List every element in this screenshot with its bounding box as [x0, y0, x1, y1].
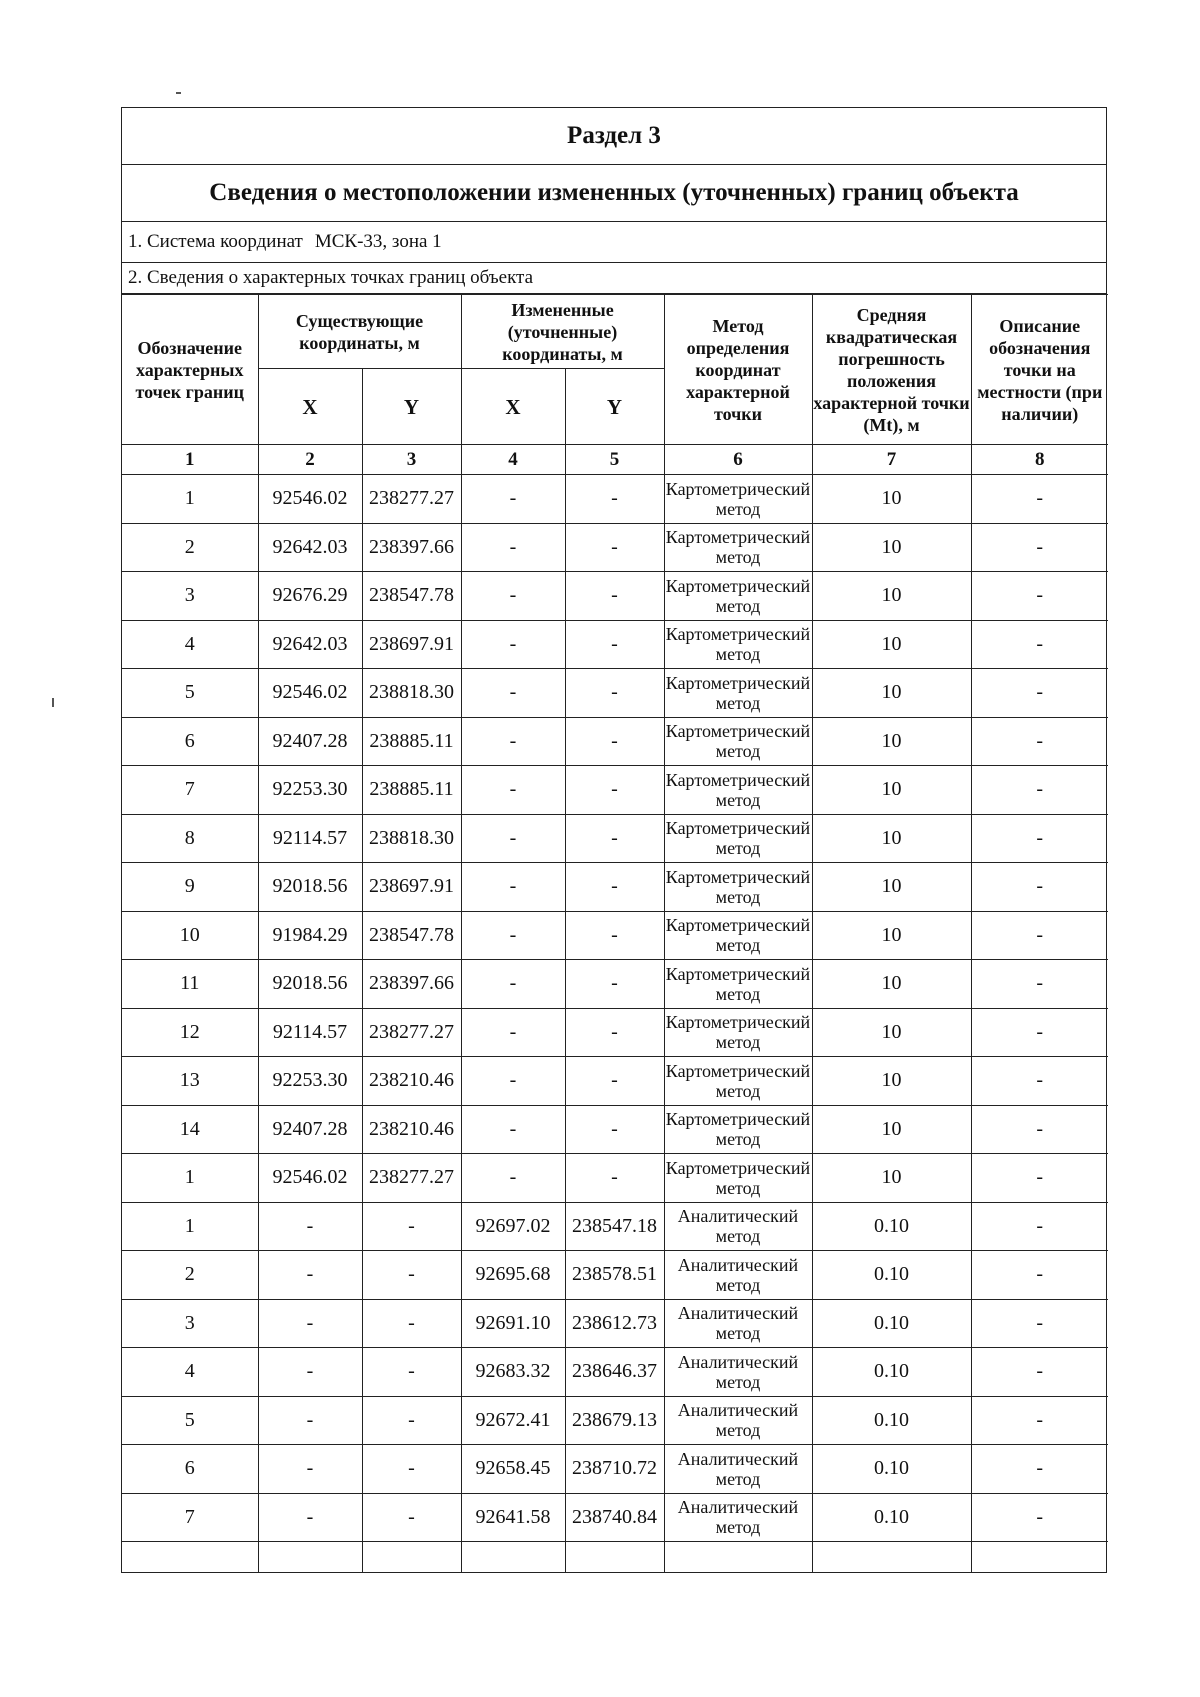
changed-y-cell: - — [565, 572, 664, 621]
section-subtitle: Сведения о местоположении измененных (уточненных) границ объекта — [122, 165, 1106, 222]
existing-y-cell: - — [362, 1299, 461, 1348]
point-designation-cell: 13 — [122, 1057, 258, 1106]
existing-y-cell: 238277.27 — [362, 1154, 461, 1203]
changed-y-cell: - — [565, 1105, 664, 1154]
changed-x-cell: - — [461, 863, 565, 912]
point-designation-cell: 6 — [122, 717, 258, 766]
point-designation-cell: 1 — [122, 475, 258, 524]
description-cell: - — [971, 1202, 1108, 1251]
description-cell: - — [971, 814, 1108, 863]
changed-x-cell: 92683.32 — [461, 1348, 565, 1397]
table-row — [122, 911, 1108, 960]
existing-x-cell: 92253.30 — [258, 766, 362, 815]
changed-x-cell: 92697.02 — [461, 1202, 565, 1251]
empty-cell — [565, 1542, 664, 1572]
mean-square-error-cell: 0.10 — [812, 1251, 971, 1300]
description-cell: - — [971, 1299, 1108, 1348]
method-cell: Аналитический метод — [664, 1348, 812, 1397]
method-cell: Аналитический метод — [664, 1202, 812, 1251]
existing-y-cell: - — [362, 1396, 461, 1445]
method-cell: Картометрический метод — [664, 766, 812, 815]
table-row — [122, 766, 1108, 815]
description-cell: - — [971, 1105, 1108, 1154]
coordinate-system-value: МСК-33, зона 1 — [314, 231, 442, 252]
header-description: Описание обозначения точки на местности (при наличии) — [971, 295, 1108, 445]
existing-x-cell: - — [258, 1202, 362, 1251]
column-number: 4 — [461, 445, 565, 475]
changed-y-cell: 238740.84 — [565, 1493, 664, 1542]
changed-x-cell: 92691.10 — [461, 1299, 565, 1348]
existing-x-cell: 92114.57 — [258, 814, 362, 863]
table-row — [122, 1105, 1108, 1154]
existing-y-cell: - — [362, 1348, 461, 1397]
changed-x-cell: - — [461, 911, 565, 960]
description-cell: - — [971, 669, 1108, 718]
existing-x-cell: - — [258, 1299, 362, 1348]
column-number: 2 — [258, 445, 362, 475]
method-cell: Аналитический метод — [664, 1251, 812, 1300]
empty-cell — [664, 1542, 812, 1572]
changed-y-cell: - — [565, 669, 664, 718]
changed-y-cell: 238578.51 — [565, 1251, 664, 1300]
description-cell: - — [971, 1445, 1108, 1494]
method-cell: Аналитический метод — [664, 1396, 812, 1445]
changed-y-cell: - — [565, 960, 664, 1009]
header-changed-coordinates: Измененные (уточненные) координаты, м — [461, 295, 664, 369]
mean-square-error-cell: 10 — [812, 572, 971, 621]
existing-x-cell: 92642.03 — [258, 523, 362, 572]
point-designation-cell: 2 — [122, 1251, 258, 1300]
table-row — [122, 863, 1108, 912]
document-sheet — [121, 107, 1107, 1573]
point-designation-cell: 1 — [122, 1154, 258, 1203]
column-number: 7 — [812, 445, 971, 475]
header-existing-coordinates: Существующие координаты, м — [258, 295, 461, 369]
existing-y-cell: 238818.30 — [362, 814, 461, 863]
existing-x-cell: 92407.28 — [258, 717, 362, 766]
mean-square-error-cell: 10 — [812, 814, 971, 863]
changed-y-cell: 238547.18 — [565, 1202, 664, 1251]
empty-cell — [258, 1542, 362, 1572]
changed-x-cell: - — [461, 960, 565, 1009]
method-cell: Картометрический метод — [664, 1154, 812, 1203]
changed-x-cell: - — [461, 814, 565, 863]
header-designation: Обозначение характерных точек границ — [122, 295, 258, 445]
empty-cell — [362, 1542, 461, 1572]
column-number: 8 — [971, 445, 1108, 475]
changed-y-cell: - — [565, 1008, 664, 1057]
points-caption: 2. Сведения о характерных точках границ объекта — [122, 263, 1106, 294]
existing-x-cell: 92018.56 — [258, 960, 362, 1009]
existing-x-cell: - — [258, 1348, 362, 1397]
existing-x-cell: - — [258, 1396, 362, 1445]
method-cell: Картометрический метод — [664, 911, 812, 960]
table-row — [122, 1299, 1108, 1348]
point-designation-cell: 8 — [122, 814, 258, 863]
method-cell: Картометрический метод — [664, 475, 812, 524]
existing-x-cell: 92018.56 — [258, 863, 362, 912]
empty-cell — [971, 1542, 1108, 1572]
existing-x-cell: 92642.03 — [258, 620, 362, 669]
existing-y-cell: 238210.46 — [362, 1105, 461, 1154]
description-cell: - — [971, 475, 1108, 524]
existing-y-cell: 238885.11 — [362, 766, 461, 815]
changed-x-cell: - — [461, 766, 565, 815]
mean-square-error-cell: 0.10 — [812, 1396, 971, 1445]
description-cell: - — [971, 1154, 1108, 1203]
table-row — [122, 1154, 1108, 1203]
header-changed-x: X — [461, 369, 565, 445]
changed-y-cell: - — [565, 717, 664, 766]
description-cell: - — [971, 523, 1108, 572]
table-row — [122, 1396, 1108, 1445]
table-row — [122, 1057, 1108, 1106]
column-number: 1 — [122, 445, 258, 475]
changed-y-cell: - — [565, 523, 664, 572]
existing-x-cell: 92546.02 — [258, 1154, 362, 1203]
header-mean-square-error: Средняя квадратическая погрешность положения характерной точки (Mt), м — [812, 295, 971, 445]
existing-x-cell: 92546.02 — [258, 475, 362, 524]
point-designation-cell: 12 — [122, 1008, 258, 1057]
changed-y-cell: 238679.13 — [565, 1396, 664, 1445]
changed-y-cell: 238612.73 — [565, 1299, 664, 1348]
mean-square-error-cell: 10 — [812, 1105, 971, 1154]
table-row — [122, 620, 1108, 669]
changed-y-cell: 238646.37 — [565, 1348, 664, 1397]
method-cell: Картометрический метод — [664, 1008, 812, 1057]
existing-y-cell: 238277.27 — [362, 1008, 461, 1057]
table-row — [122, 1008, 1108, 1057]
point-designation-cell: 9 — [122, 863, 258, 912]
section-title: Раздел 3 — [122, 108, 1106, 165]
table-row — [122, 1348, 1108, 1397]
description-cell: - — [971, 620, 1108, 669]
existing-x-cell: 92407.28 — [258, 1105, 362, 1154]
empty-cell — [461, 1542, 565, 1572]
mean-square-error-cell: 10 — [812, 1057, 971, 1106]
changed-x-cell: - — [461, 572, 565, 621]
point-designation-cell: 10 — [122, 911, 258, 960]
changed-y-cell: - — [565, 766, 664, 815]
empty-cell — [122, 1542, 258, 1572]
point-designation-cell: 2 — [122, 523, 258, 572]
method-cell: Картометрический метод — [664, 1057, 812, 1106]
mean-square-error-cell: 0.10 — [812, 1493, 971, 1542]
scan-speck — [176, 92, 181, 94]
existing-y-cell: - — [362, 1493, 461, 1542]
table-row — [122, 814, 1108, 863]
description-cell: - — [971, 1396, 1108, 1445]
method-cell: Аналитический метод — [664, 1493, 812, 1542]
mean-square-error-cell: 10 — [812, 717, 971, 766]
mean-square-error-cell: 10 — [812, 475, 971, 524]
mean-square-error-cell: 10 — [812, 669, 971, 718]
mean-square-error-cell: 10 — [812, 911, 971, 960]
table-row — [122, 717, 1108, 766]
mean-square-error-cell: 10 — [812, 523, 971, 572]
description-cell: - — [971, 911, 1108, 960]
method-cell: Картометрический метод — [664, 523, 812, 572]
header-existing-y: Y — [362, 369, 461, 445]
existing-x-cell: 92676.29 — [258, 572, 362, 621]
description-cell: - — [971, 572, 1108, 621]
description-cell: - — [971, 1348, 1108, 1397]
header-existing-x: X — [258, 369, 362, 445]
mean-square-error-cell: 0.10 — [812, 1445, 971, 1494]
description-cell: - — [971, 1251, 1108, 1300]
changed-x-cell: - — [461, 1057, 565, 1106]
changed-x-cell: - — [461, 1008, 565, 1057]
point-designation-cell: 3 — [122, 572, 258, 621]
changed-x-cell: 92672.41 — [461, 1396, 565, 1445]
table-header-row — [122, 295, 1108, 369]
mean-square-error-cell: 0.10 — [812, 1299, 971, 1348]
existing-y-cell: 238547.78 — [362, 911, 461, 960]
existing-y-cell: 238885.11 — [362, 717, 461, 766]
point-designation-cell: 3 — [122, 1299, 258, 1348]
changed-x-cell: - — [461, 475, 565, 524]
method-cell: Картометрический метод — [664, 572, 812, 621]
method-cell: Аналитический метод — [664, 1299, 812, 1348]
column-number: 3 — [362, 445, 461, 475]
existing-x-cell: - — [258, 1445, 362, 1494]
empty-cell — [812, 1542, 971, 1572]
changed-x-cell: 92695.68 — [461, 1251, 565, 1300]
changed-y-cell: 238710.72 — [565, 1445, 664, 1494]
method-cell: Картометрический метод — [664, 620, 812, 669]
existing-x-cell: 91984.29 — [258, 911, 362, 960]
description-cell: - — [971, 766, 1108, 815]
changed-x-cell: - — [461, 1105, 565, 1154]
changed-x-cell: - — [461, 620, 565, 669]
point-designation-cell: 4 — [122, 1348, 258, 1397]
changed-x-cell: 92658.45 — [461, 1445, 565, 1494]
description-cell: - — [971, 1493, 1108, 1542]
coordinate-system-line — [122, 222, 1106, 263]
point-designation-cell: 11 — [122, 960, 258, 1009]
description-cell: - — [971, 1008, 1108, 1057]
boundary-points-table — [122, 294, 1108, 1572]
table-body — [122, 475, 1108, 1572]
method-cell: Картометрический метод — [664, 863, 812, 912]
existing-y-cell: 238697.91 — [362, 863, 461, 912]
method-cell: Аналитический метод — [664, 1445, 812, 1494]
changed-y-cell: - — [565, 620, 664, 669]
column-number: 5 — [565, 445, 664, 475]
mean-square-error-cell: 10 — [812, 766, 971, 815]
table-row — [122, 523, 1108, 572]
method-cell: Картометрический метод — [664, 669, 812, 718]
changed-x-cell: 92641.58 — [461, 1493, 565, 1542]
table-row — [122, 960, 1108, 1009]
changed-x-cell: - — [461, 669, 565, 718]
point-designation-cell: 5 — [122, 669, 258, 718]
mean-square-error-cell: 0.10 — [812, 1348, 971, 1397]
description-cell: - — [971, 1057, 1108, 1106]
point-designation-cell: 7 — [122, 766, 258, 815]
table-row — [122, 1493, 1108, 1542]
changed-x-cell: - — [461, 717, 565, 766]
changed-x-cell: - — [461, 1154, 565, 1203]
existing-y-cell: 238210.46 — [362, 1057, 461, 1106]
changed-y-cell: - — [565, 1057, 664, 1106]
point-designation-cell: 6 — [122, 1445, 258, 1494]
existing-y-cell: 238397.66 — [362, 523, 461, 572]
mean-square-error-cell: 0.10 — [812, 1202, 971, 1251]
mean-square-error-cell: 10 — [812, 620, 971, 669]
header-changed-y: Y — [565, 369, 664, 445]
method-cell: Картометрический метод — [664, 814, 812, 863]
mean-square-error-cell: 10 — [812, 1154, 971, 1203]
changed-y-cell: - — [565, 814, 664, 863]
existing-y-cell: 238397.66 — [362, 960, 461, 1009]
point-designation-cell: 14 — [122, 1105, 258, 1154]
column-numbers-row — [122, 445, 1108, 475]
existing-y-cell: 238277.27 — [362, 475, 461, 524]
mean-square-error-cell: 10 — [812, 960, 971, 1009]
changed-x-cell: - — [461, 523, 565, 572]
method-cell: Картометрический метод — [664, 717, 812, 766]
existing-y-cell: - — [362, 1251, 461, 1300]
mean-square-error-cell: 10 — [812, 863, 971, 912]
scan-speck — [52, 698, 54, 707]
table-row — [122, 669, 1108, 718]
column-number: 6 — [664, 445, 812, 475]
description-cell: - — [971, 960, 1108, 1009]
existing-x-cell: - — [258, 1493, 362, 1542]
description-cell: - — [971, 717, 1108, 766]
table-row — [122, 1202, 1108, 1251]
existing-x-cell: - — [258, 1251, 362, 1300]
method-cell: Картометрический метод — [664, 960, 812, 1009]
changed-y-cell: - — [565, 911, 664, 960]
header-method: Метод определения координат характерной точки — [664, 295, 812, 445]
changed-y-cell: - — [565, 863, 664, 912]
table-row — [122, 475, 1108, 524]
existing-x-cell: 92546.02 — [258, 669, 362, 718]
point-designation-cell: 5 — [122, 1396, 258, 1445]
table-empty-row — [122, 1542, 1108, 1572]
changed-y-cell: - — [565, 1154, 664, 1203]
existing-y-cell: - — [362, 1202, 461, 1251]
existing-x-cell: 92114.57 — [258, 1008, 362, 1057]
point-designation-cell: 1 — [122, 1202, 258, 1251]
existing-y-cell: 238697.91 — [362, 620, 461, 669]
table-row — [122, 1445, 1108, 1494]
existing-y-cell: 238547.78 — [362, 572, 461, 621]
existing-y-cell: - — [362, 1445, 461, 1494]
coordinate-system-label: 1. Система координат — [128, 231, 303, 252]
description-cell: - — [971, 863, 1108, 912]
table-row — [122, 1251, 1108, 1300]
point-designation-cell: 4 — [122, 620, 258, 669]
point-designation-cell: 7 — [122, 1493, 258, 1542]
table-row — [122, 572, 1108, 621]
mean-square-error-cell: 10 — [812, 1008, 971, 1057]
changed-y-cell: - — [565, 475, 664, 524]
method-cell: Картометрический метод — [664, 1105, 812, 1154]
existing-y-cell: 238818.30 — [362, 669, 461, 718]
existing-x-cell: 92253.30 — [258, 1057, 362, 1106]
